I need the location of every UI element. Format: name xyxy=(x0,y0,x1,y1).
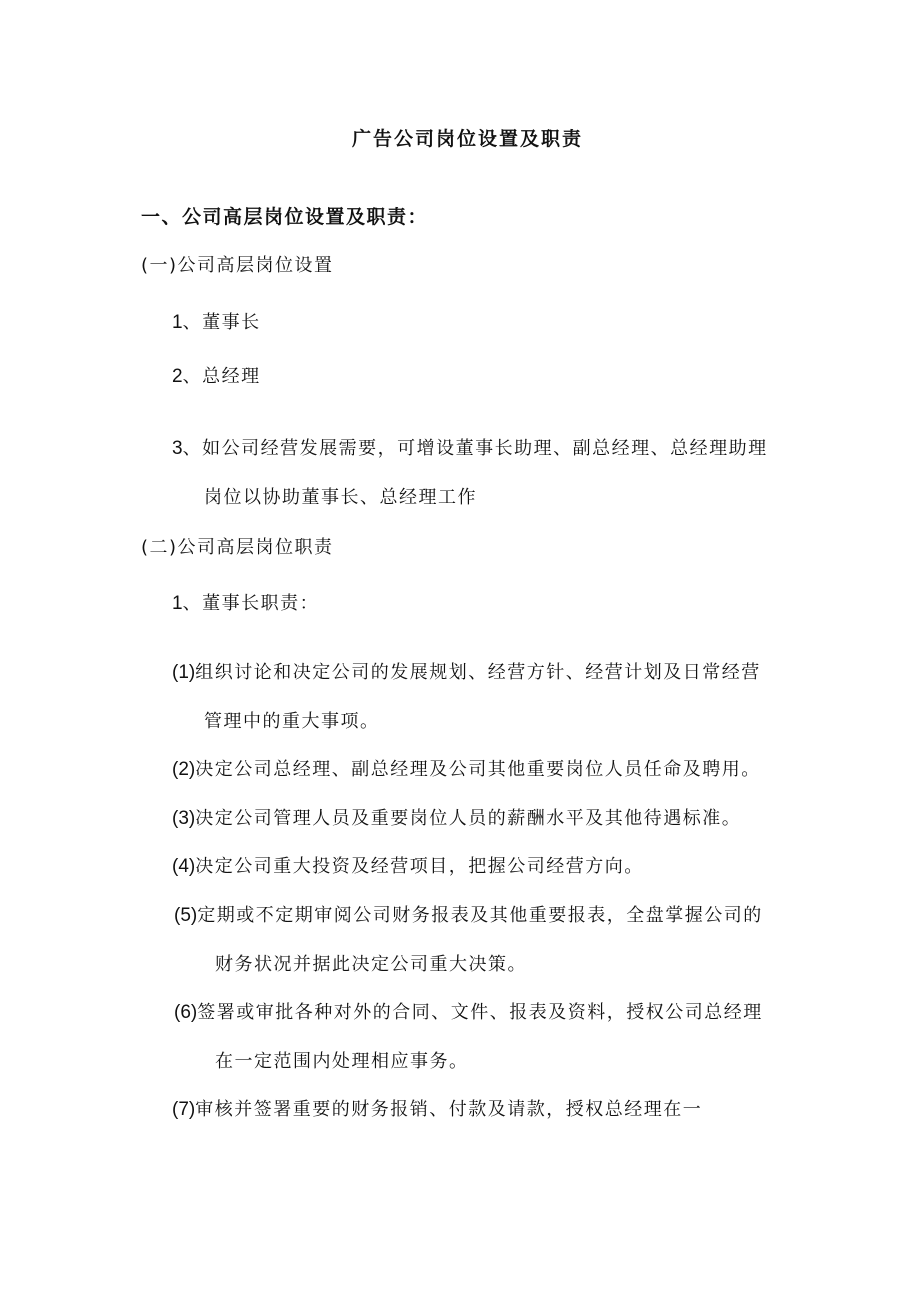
duty-text: 组织讨论和决定公司的发展规划、经营方针、经营计划及日常经营 xyxy=(195,662,761,683)
subsection-heading-duties: (二)公司高层岗位职责 xyxy=(141,537,334,558)
item-text: 、总经理 xyxy=(182,366,261,387)
duty-item xyxy=(174,904,763,928)
list-item xyxy=(172,365,261,389)
duty-text: 决定公司管理人员及重要岗位人员的薪酬水平及其他待遇标准。 xyxy=(195,808,742,829)
item-text: 、董事长 xyxy=(182,312,261,333)
duty-item xyxy=(174,1001,763,1025)
duty-continuation: 管理中的重大事项。 xyxy=(204,711,380,732)
duty-text: 审核并签署重要的财务报销、付款及请款，授权总经理在一 xyxy=(195,1099,703,1120)
role-heading xyxy=(172,592,319,616)
item-number: 1 xyxy=(172,593,183,614)
document-title: 广告公司岗位设置及职责 xyxy=(352,128,584,150)
list-item xyxy=(172,437,768,461)
duty-text: 定期或不定期审阅公司财务报表及其他重要报表，全盘掌握公司的 xyxy=(197,905,763,926)
item-text: 、董事长职责： xyxy=(182,593,320,614)
duty-number: (1) xyxy=(172,662,196,683)
duty-text: 决定公司总经理、副总经理及公司其他重要岗位人员任命及聘用。 xyxy=(195,759,761,780)
duty-text: 签署或审批各种对外的合同、文件、报表及资料，授权公司总经理 xyxy=(197,1002,763,1023)
duty-number: (3) xyxy=(172,808,196,829)
duty-number: (4) xyxy=(172,856,196,877)
item-number: 1 xyxy=(172,312,183,333)
list-item xyxy=(172,311,261,335)
duty-item xyxy=(172,758,761,782)
duty-text: 决定公司重大投资及经营项目，把握公司经营方向。 xyxy=(195,856,644,877)
duty-item xyxy=(172,1098,702,1122)
duty-item xyxy=(172,807,741,831)
duty-number: (2) xyxy=(172,759,196,780)
item-text: 、如公司经营发展需要，可增设董事长助理、副总经理、总经理助理 xyxy=(182,438,768,459)
section-heading: 一、公司高层岗位设置及职责： xyxy=(141,206,429,228)
duty-continuation: 在一定范围内处理相应事务。 xyxy=(215,1051,469,1072)
duty-item xyxy=(172,661,761,685)
item-number: 3 xyxy=(172,438,183,459)
duty-number: (6) xyxy=(174,1002,198,1023)
list-item-continuation: 岗位以协助董事长、总经理工作 xyxy=(204,487,477,508)
subsection-heading-setup: (一)公司高层岗位设置 xyxy=(141,255,334,276)
duty-item xyxy=(172,855,644,879)
duty-number: (5) xyxy=(174,905,198,926)
item-number: 2 xyxy=(172,366,183,387)
duty-number: (7) xyxy=(172,1099,196,1120)
duty-continuation: 财务状况并据此决定公司重大决策。 xyxy=(215,954,527,975)
